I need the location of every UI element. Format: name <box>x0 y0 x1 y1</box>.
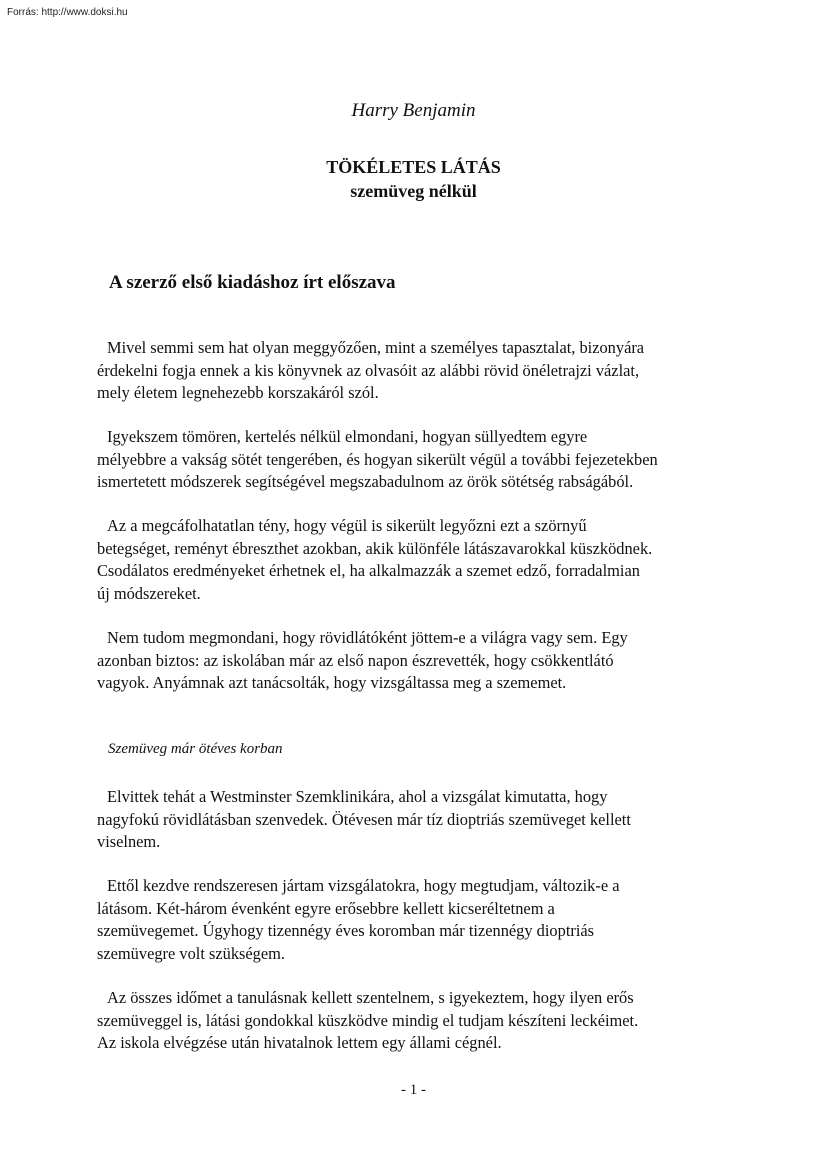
source-label: Forrás: http://www.doksi.hu <box>7 7 128 18</box>
paragraph-line: mely életem legnehezebb korszakáról szól. <box>97 383 379 402</box>
paragraph-line: Igyekszem tömören, kertelés nélkül elmondani, hogyan süllyedtem egyre <box>107 427 588 446</box>
paragraph-line: látásom. Két-három évenként egyre erősebbre kellett kicseréltetnem a <box>97 898 555 918</box>
paragraph <box>97 627 737 695</box>
paragraph-line: viselnem. <box>97 832 161 851</box>
section-heading: A szerző első kiadáshoz írt előszava <box>109 272 396 293</box>
paragraph-line: Az iskola elvégzése után hivatalnok lettem egy állami cégnél. <box>97 1033 502 1052</box>
paragraph-line: betegséget, reményt ébreszthet azokban, akik különféle látászavarokkal küszködnek. <box>97 538 653 558</box>
paragraph-line: Nem tudom megmondani, hogy rövidlátóként jöttem-e a világra vagy sem. Egy <box>107 628 628 647</box>
paragraph-line: Mivel semmi sem hat olyan meggyőzően, mint a személyes tapasztalat, bizonyára <box>107 338 645 357</box>
paragraph-line: Csodálatos eredményeket érhetnek el, ha alkalmazzák a szemet edző, forradalmian <box>97 561 640 580</box>
paragraph <box>97 426 737 494</box>
paragraph <box>97 515 737 605</box>
book-title <box>0 155 827 203</box>
paragraph-line: Elvittek tehát a Westminster Szemklinikára, ahol a vizsgálat kimutatta, hogy <box>107 787 608 806</box>
author-name: Harry Benjamin <box>351 100 476 121</box>
paragraph <box>97 987 737 1055</box>
paragraph-line: Az összes időmet a tanulásnak kellett szentelnem, s igyekeztem, hogy ilyen erős <box>107 988 634 1007</box>
paragraph <box>97 786 737 854</box>
paragraph-line: érdekelni fogja ennek a kis könyvnek az olvasóit az alábbi rövid önéletrajzi vázlat, <box>97 360 640 380</box>
book-subtitle-line: szemüveg nélkül <box>350 181 477 201</box>
page-number: - 1 - <box>401 1082 426 1098</box>
subheading: Szemüveg már ötéves korban <box>108 741 283 757</box>
book-title-line: TÖKÉLETES LÁTÁS <box>326 157 501 177</box>
paragraph-line: Ettől kezdve rendszeresen jártam vizsgálatokra, hogy megtudjam, változik-e a <box>107 876 620 895</box>
paragraph-line: szemüvegemet. Úgyhogy tizennégy éves koromban már tizennégy dioptriás <box>97 921 595 940</box>
paragraph-line: új módszereket. <box>97 583 201 603</box>
paragraph-line: mélyebbre a vakság sötét tengerében, és hogyan sikerült végül a további fejezetekben <box>97 449 658 469</box>
paragraph-line: nagyfokú rövidlátásban szenvedek. Ötévesen már tíz dioptriás szemüveget kellett <box>97 809 631 829</box>
paragraph-line: szemüvegre volt szükségem. <box>97 943 285 963</box>
paragraph-line: vagyok. Anyámnak azt tanácsolták, hogy vizsgáltassa meg a szememet. <box>97 673 567 692</box>
paragraph <box>97 337 737 405</box>
paragraph-line: Az a megcáfolhatatlan tény, hogy végül is sikerült legyőzni ezt a szörnyű <box>107 516 587 535</box>
paragraph-line: szemüveggel is, látási gondokkal küszködve mindig el tudjam készíteni leckéimet. <box>97 1010 639 1030</box>
paragraph-line: azonban biztos: az iskolában már az első napon észrevették, hogy csökkentlátó <box>97 650 614 670</box>
paragraph-line: ismertetett módszerek segítségével megszabadulnom az örök sötétség rabságából. <box>97 472 634 491</box>
paragraph <box>97 875 737 965</box>
